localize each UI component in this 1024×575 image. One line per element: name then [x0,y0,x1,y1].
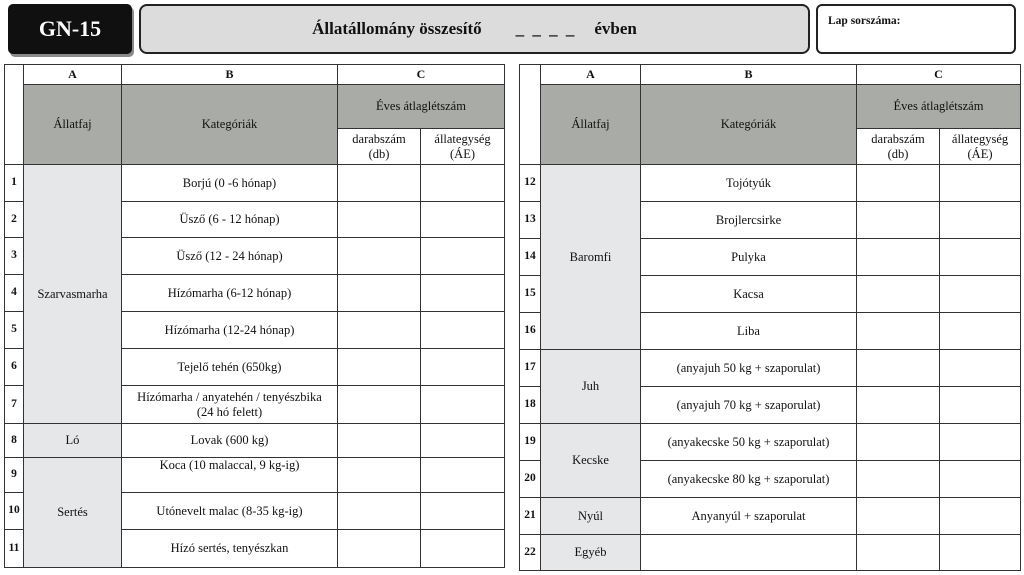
category-cell: Hízómarha / anyatehén / tenyészbika (24 hó felett) [122,386,338,424]
species-sheep: Juh [541,350,641,424]
species-header: Állatfaj [541,85,641,165]
form-code: GN-15 [38,16,102,41]
unit-input[interactable] [940,202,1021,239]
table-row [520,535,1021,571]
col-letter-b: B [641,65,857,85]
count-input[interactable] [338,238,421,275]
count-input[interactable] [857,387,940,424]
form-title: Állatállomány összesítő [312,19,482,38]
row-number: 2 [5,202,24,238]
unit-input[interactable] [421,202,505,238]
title-box [139,4,810,54]
unit-input[interactable] [940,239,1021,276]
table-row [5,424,505,458]
count-input[interactable] [857,165,940,202]
unit-input[interactable] [940,498,1021,535]
category-cell: (anyakecske 80 kg + szaporulat) [641,461,857,498]
category-cell: Hízómarha (12-24 hónap) [122,312,338,349]
category-cell: Liba [641,313,857,350]
count-input[interactable] [857,276,940,313]
right-table [519,64,1021,571]
species-header: Állatfaj [24,85,122,165]
count-input[interactable] [338,458,421,493]
count-input[interactable] [338,312,421,349]
column-letter-row [5,65,505,85]
unit-input[interactable] [421,312,505,349]
left-table [4,64,505,568]
table-row [520,350,1021,387]
table-row [520,498,1021,535]
category-cell: Hízómarha (6-12 hónap) [122,275,338,312]
col-letter-a: A [541,65,641,85]
row-number: 22 [520,535,541,571]
species-other: Egyéb [541,535,641,571]
row-number: 4 [5,275,24,312]
avg-count-header: Éves átlaglétszám [857,85,1021,129]
count-input[interactable] [338,493,421,530]
col-letter-b: B [122,65,338,85]
row-number: 18 [520,387,541,424]
corner-cell [520,65,541,165]
category-cell: (anyakecske 50 kg + szaporulat) [641,424,857,461]
category-cell: Kacsa [641,276,857,313]
row-number: 12 [520,165,541,202]
category-cell: Üsző (6 - 12 hónap) [122,202,338,238]
unit-input[interactable] [421,493,505,530]
title-suffix: évben [594,19,637,38]
categories-header: Kategóriák [641,85,857,165]
species-horse: Ló [24,424,122,458]
category-cell: Üsző (12 - 24 hónap) [122,238,338,275]
count-input[interactable] [338,202,421,238]
category-cell: Utónevelt malac (8-35 kg-ig) [122,493,338,530]
unit-input[interactable] [421,165,505,202]
row-number: 5 [5,312,24,349]
count-header: darabszám (db) [857,129,940,165]
count-input[interactable] [338,424,421,458]
categories-header: Kategóriák [122,85,338,165]
category-cell[interactable] [641,535,857,571]
row-number: 15 [520,276,541,313]
count-input[interactable] [338,386,421,424]
row-number: 17 [520,350,541,387]
unit-header: állategység (ÁE) [940,129,1021,165]
unit-input[interactable] [421,530,505,568]
species-rabbit: Nyúl [541,498,641,535]
category-cell: Borjú (0 -6 hónap) [122,165,338,202]
species-goat: Kecske [541,424,641,498]
col-letter-c: C [857,65,1021,85]
count-input[interactable] [338,349,421,386]
count-input[interactable] [338,275,421,312]
table-row [520,424,1021,461]
corner-cell [5,65,24,165]
unit-input[interactable] [940,165,1021,202]
count-input[interactable] [857,239,940,276]
count-header: darabszám (db) [338,129,421,165]
unit-input[interactable] [940,276,1021,313]
category-cell: Pulyka [641,239,857,276]
sheet-number-label: Lap sorszáma: [828,15,901,27]
row-number: 6 [5,349,24,386]
row-number: 13 [520,202,541,239]
category-cell: Anyanyúl + szaporulat [641,498,857,535]
unit-input[interactable] [940,350,1021,387]
column-letter-row [520,65,1021,85]
species-poultry: Baromfi [541,165,641,350]
unit-input[interactable] [421,386,505,424]
unit-input[interactable] [421,349,505,386]
table-row [520,165,1021,202]
count-input[interactable] [857,202,940,239]
count-input[interactable] [857,313,940,350]
row-number: 9 [5,458,24,493]
row-number: 10 [5,493,24,530]
row-number: 21 [520,498,541,535]
count-input[interactable] [857,424,940,461]
category-cell: Tojótyúk [641,165,857,202]
unit-input[interactable] [940,535,1021,571]
unit-input[interactable] [940,461,1021,498]
category-cell: (anyajuh 50 kg + szaporulat) [641,350,857,387]
count-input[interactable] [338,165,421,202]
row-number: 3 [5,238,24,275]
count-input[interactable] [857,461,940,498]
count-input[interactable] [338,530,421,568]
unit-input[interactable] [421,238,505,275]
species-pig: Sertés [24,458,122,568]
unit-input[interactable] [421,458,505,493]
category-cell: (anyajuh 70 kg + szaporulat) [641,387,857,424]
unit-input[interactable] [940,387,1021,424]
row-number: 19 [520,424,541,461]
row-number: 7 [5,386,24,424]
unit-input[interactable] [421,424,505,458]
row-number: 16 [520,313,541,350]
row-number: 20 [520,461,541,498]
category-cell: Lovak (600 kg) [122,424,338,458]
row-number: 11 [5,530,24,568]
row-number: 14 [520,239,541,276]
unit-input[interactable] [940,424,1021,461]
category-cell: Tejelő tehén (650kg) [122,349,338,386]
avg-count-header: Éves átlaglétszám [338,85,505,129]
species-cattle: Szarvasmarha [24,165,122,424]
sheet-number-box[interactable] [816,4,1016,54]
col-letter-a: A [24,65,122,85]
count-input[interactable] [857,498,940,535]
row-number: 8 [5,424,24,458]
category-cell: Hízó sertés, tenyészkan [122,530,338,568]
category-cell: Brojlercsirke [641,202,857,239]
form-code-badge [8,4,132,54]
unit-header: állategység (ÁE) [421,129,505,165]
category-cell: Koca (10 malaccal, 9 kg-ig) [122,458,338,493]
table-row [5,458,505,493]
year-blank[interactable]: _ _ _ _ [515,19,577,38]
table-row [5,165,505,202]
col-letter-c: C [338,65,505,85]
unit-input[interactable] [940,313,1021,350]
unit-input[interactable] [421,275,505,312]
count-input[interactable] [857,535,940,571]
count-input[interactable] [857,350,940,387]
row-number: 1 [5,165,24,202]
